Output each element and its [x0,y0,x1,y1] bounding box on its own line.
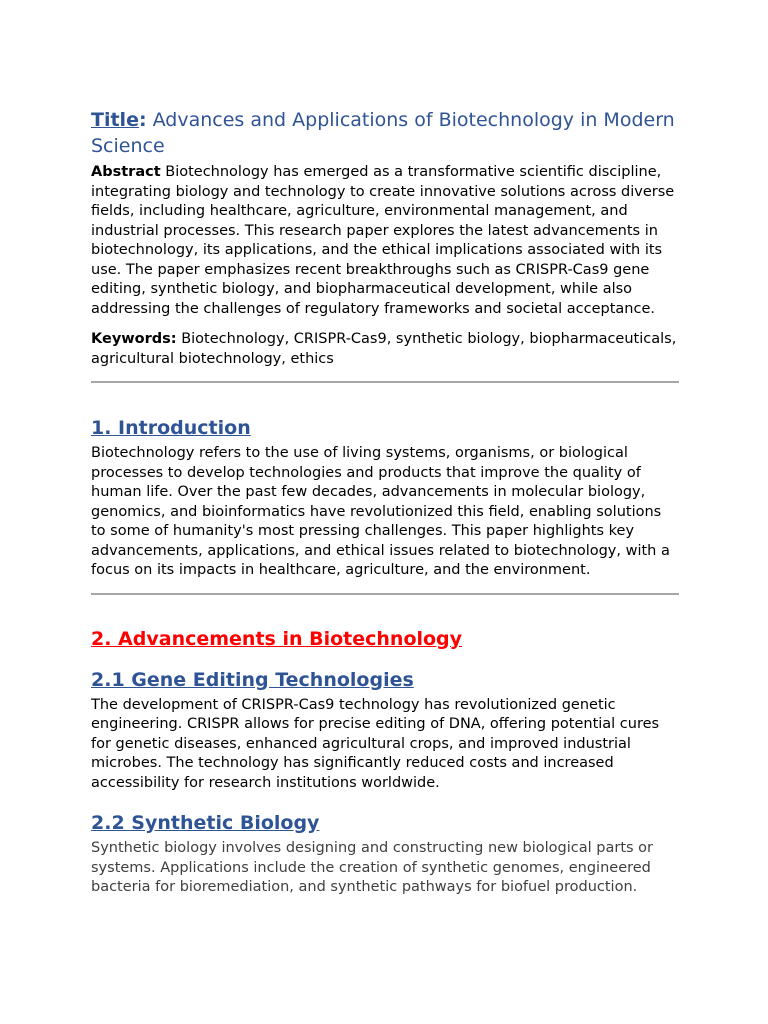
synthetic-biology-heading[interactable]: 2.2 Synthetic Biology [91,812,320,834]
gene-editing-heading[interactable]: 2.1 Gene Editing Technologies [91,668,414,691]
horizontal-divider [91,381,679,383]
title-label: Title [91,109,139,131]
title-text: Advances and Applications of Biotechnology in Modern Science [91,109,675,157]
abstract-paragraph [91,163,679,319]
title-colon: : [138,109,147,131]
abstract-label: Abstract [91,164,161,180]
introduction-body: Biotechnology refers to the use of living systems, organisms, or biological processes to develop technologies and products that improve the quality of human life. Over the past few decades, advancements in molecular biology, genomics, and bioinformatics have revolutionized this field, enabling solutions to some of humanity's most pressing challenges. This paper highlights key advancements, applications, and ethical issues related to biotechnology, with a focus on its impacts in healthcare, agriculture, and the environment. [91,445,670,578]
advancements-heading[interactable]: 2. Advancements in Biotechnology [91,627,463,650]
document-title [91,107,679,159]
introduction-heading[interactable]: 1. Introduction [91,417,251,439]
keywords-label: Keywords: [91,331,177,347]
synthetic-biology-body: Synthetic biology involves designing and constructing new biological parts or systems. Applications include the creation of synthetic genomes, engineered bacteria for bioremediation, and synthetic pathways for biofuel production. [91,840,654,895]
abstract-text: Biotechnology has emerged as a transformative scientific discipline, integrating biology and technology to create innovative solutions across diverse fields, including healthcare, agriculture, environmental management, and industrial processes. This research paper explores the latest advancements in biotechnology, its applications, and the ethical implications associated with its use. The paper emphasizes recent breakthroughs such as CRISPR-Cas9 gene editing, synthetic biology, and biopharmaceutical development, while also addressing the challenges of regulatory frameworks and societal acceptance. [91,164,675,317]
gene-editing-body: The development of CRISPR-Cas9 technology has revolutionized genetic engineering. CRISPR allows for precise editing of DNA, offering potential cures for genetic diseases, enhanced agricultural crops, and improved industrial microbes. The technology has significantly reduced costs and increased accessibility for research institutions worldwide. [91,696,660,791]
document-content [91,107,679,898]
horizontal-divider [91,593,679,595]
keywords-text: Biotechnology, CRISPR-Cas9, synthetic biology, biopharmaceuticals, agricultural biotechnology, ethics [91,331,677,367]
keywords-paragraph [91,330,679,369]
